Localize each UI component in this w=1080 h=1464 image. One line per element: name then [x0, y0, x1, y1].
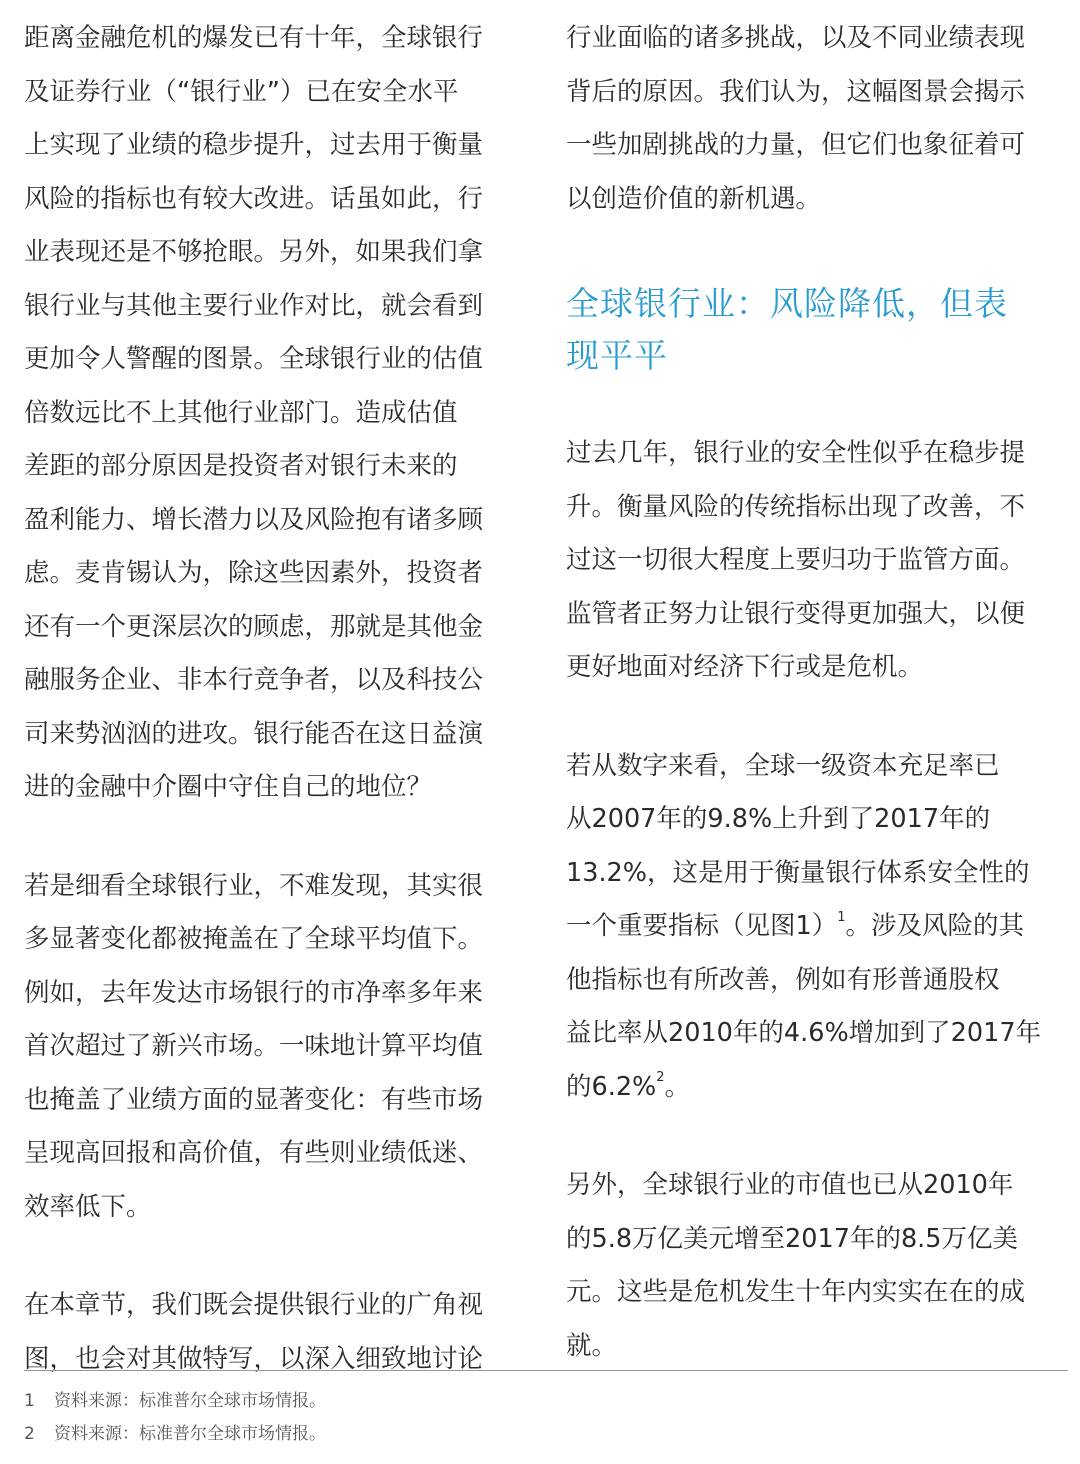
text-line: 益比率从2010年的4.6%增加到了2017年	[566, 1018, 1042, 1048]
text-line: 呈现高回报和高价值，有些则业绩低迷、	[24, 1138, 484, 1168]
paragraph-averages	[24, 860, 529, 1235]
text-line: 过去几年，银行业的安全性似乎在稳步提	[566, 438, 1026, 468]
footnote-number: 2	[24, 1424, 35, 1444]
text-line: 也掩盖了业绩方面的显著变化：有些市场	[24, 1084, 484, 1115]
footnote-item	[24, 1385, 326, 1418]
text-line: 就。	[566, 1330, 618, 1361]
text-line: 例如，去年发达市场银行的市净率多年来	[24, 977, 484, 1008]
text-line: 行业面临的诸多挑战，以及不同业绩表现	[566, 23, 1026, 53]
text-line: 若从数字来看，全球一级资本充足率已	[566, 750, 1000, 781]
text-line: 多显著变化都被掩盖在了全球平均值下。	[24, 924, 484, 954]
text-line: 距离金融危机的爆发已有十年，全球银行	[24, 23, 484, 53]
text-line: 司来势汹汹的进攻。银行能否在这日益演	[24, 718, 484, 749]
footnote-ref: 2	[656, 1070, 665, 1085]
footnote-text: 资料来源：标准普尔全球市场情报。	[54, 1424, 326, 1444]
text-segment: 一个重要指标（见图1）	[566, 911, 838, 941]
text-line: 银行业与其他主要行业作对比，就会看到	[24, 290, 484, 321]
text-line: 更加令人警醒的图景。全球银行业的估值	[24, 344, 484, 374]
text-line: 上实现了业绩的稳步提升，过去用于衡量	[24, 130, 484, 160]
footnote-ref: 1	[837, 909, 846, 925]
text-line: 在本章节，我们既会提供银行业的广角视	[24, 1290, 484, 1320]
text-line: 融服务企业、非本行竞争者，以及科技公	[24, 665, 484, 695]
text-line: 监管者正努力让银行变得更加强大，以便	[566, 598, 1026, 629]
heading-line: 现平平	[566, 336, 668, 375]
text-segment: 的6.2%	[566, 1071, 657, 1102]
text-line: 背后的原因。我们认为，这幅图景会揭示	[566, 76, 1026, 107]
text-line: 进的金融中介圈中守住自己的地位？	[24, 772, 433, 802]
footnote-item	[24, 1418, 326, 1451]
left-column	[24, 12, 529, 1386]
text-line: 一些加剧挑战的力量，但它们也象征着可	[566, 130, 1026, 160]
text-line	[566, 1061, 1066, 1115]
footnote-number: 1	[24, 1391, 35, 1411]
text-line: 过这一切很大程度上要归功于监管方面。	[566, 545, 1026, 575]
text-line: 另外，全球银行业的市值也已从2010年	[566, 1170, 1014, 1200]
section-heading	[566, 278, 1066, 382]
text-line: 以创造价值的新机遇。	[566, 183, 822, 214]
text-line: 若是细看全球银行业，不难发现，其实很	[24, 870, 484, 901]
text-line: 虑。麦肯锡认为，除这些因素外，投资者	[24, 558, 484, 588]
text-line: 元。这些是危机发生十年内实实在在的成	[566, 1277, 1026, 1307]
text-line: 首次超过了新兴市场。一味地计算平均值	[24, 1031, 484, 1061]
paragraph-capital-ratio	[566, 740, 1066, 1115]
text-line: 图，也会对其做特写，以深入细致地讨论	[24, 1343, 484, 1374]
text-line: 业表现还是不够抢眼。另外，如果我们拿	[24, 237, 484, 267]
text-line	[566, 900, 1066, 954]
text-line: 及证券行业（“银行业”）已在安全水平	[24, 76, 459, 107]
text-line: 倍数远比不上其他行业部门。造成估值	[24, 397, 458, 428]
right-column	[566, 12, 1066, 1373]
text-line: 效率低下。	[24, 1191, 152, 1222]
text-line: 还有一个更深层次的顾虑，那就是其他金	[24, 611, 484, 642]
text-line: 的5.8万亿美元增至2017年的8.5万亿美	[566, 1223, 1019, 1254]
paragraph-intro	[24, 12, 529, 815]
footnotes	[24, 1385, 326, 1451]
text-segment: 。涉及风险的其	[845, 911, 1025, 941]
text-line: 更好地面对经济下行或是危机。	[566, 652, 924, 682]
text-line: 升。衡量风险的传统指标出现了改善，不	[566, 491, 1026, 522]
text-line: 他指标也有所改善，例如有形普通股权	[566, 964, 1000, 995]
paragraph-market-value	[566, 1159, 1066, 1373]
footnote-text: 资料来源：标准普尔全球市场情报。	[54, 1391, 326, 1411]
text-line: 从2007年的9.8%上升到了2017年的	[566, 804, 991, 834]
text-segment: 。	[664, 1071, 691, 1102]
text-line: 差距的部分原因是投资者对银行未来的	[24, 451, 458, 481]
heading-line: 全球银行业：风险降低，但表	[566, 284, 1008, 323]
footnote-divider	[24, 1370, 1068, 1371]
paragraph-continued	[566, 12, 1066, 226]
text-line: 13.2%，这是用于衡量银行体系安全性的	[566, 857, 1030, 888]
text-line: 盈利能力、增长潜力以及风险抱有诸多顾	[24, 504, 484, 535]
text-line: 风险的指标也有较大改进。话虽如此，行	[24, 183, 484, 214]
paragraph-safety	[566, 427, 1066, 695]
